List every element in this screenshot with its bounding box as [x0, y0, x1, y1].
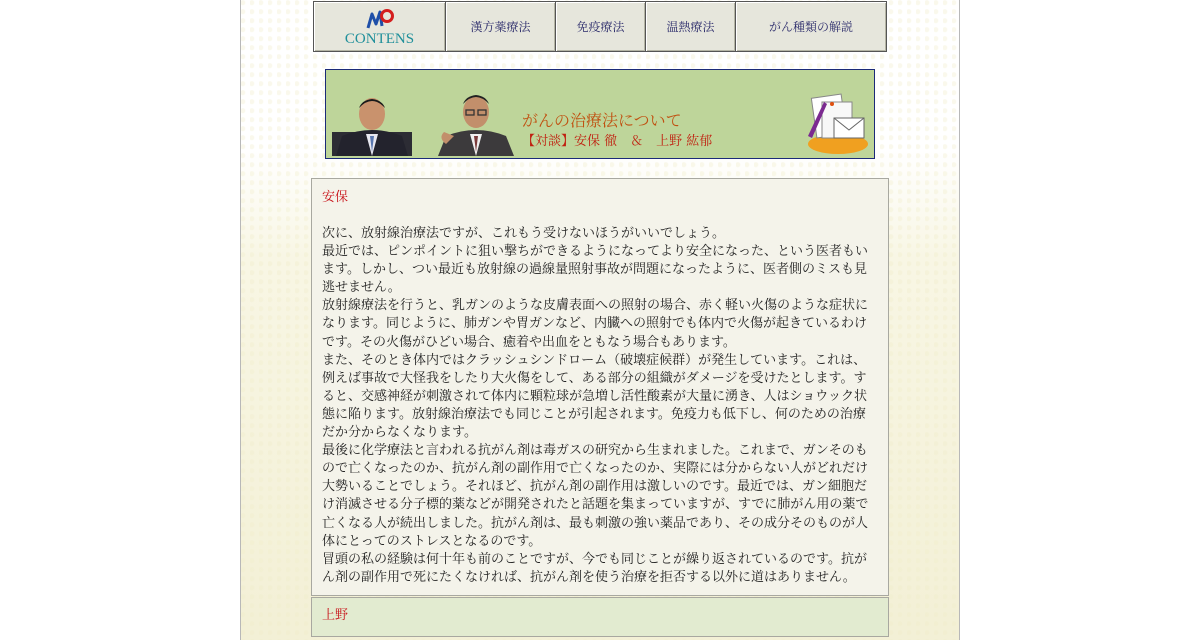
paragraph: 次に、放射線治療法ですが、これもう受けないほうがいいでしょう。: [322, 226, 726, 241]
paragraph: 冒頭の私の経験は何十年も前のことですが、今でも同じことが繰り返されているのです。抗がん剤の副作用で死にたくなければ、抗がん剤を使う治療を拒否する以外に道はありません。: [322, 551, 867, 585]
speaker2-photo: [434, 92, 516, 156]
banner-title: がんの治療法について: [522, 111, 682, 130]
dialogue-box-2: [311, 597, 889, 637]
top-navigation: [313, 1, 887, 52]
dialogue-box-1: [311, 178, 889, 596]
article-banner: [325, 69, 875, 159]
home-logo-link[interactable]: [314, 2, 446, 51]
banner-subtitle: 【対談】安保 徹 ＆ 上野 紘郁: [522, 134, 713, 149]
logo-text: CONTENS: [344, 30, 415, 47]
paragraph: 最後に化学療法と言われる抗がん剤は毒ガスの研究から生まれました。これまで、ガンそのもので亡くなったのか、抗がん剤の副作用で亡くなったのか、実際には分からない人がどれだけ大勢いることでしょう。それほど、抗がん剤の副作用は激しいのです。最近では、ガン細胞だけ消滅させる分子標的薬などが開発されたと話題を集まっていますが、すでに肺がん用の薬で亡くなる人が続出しました。抗がん剤は、最も刺激の強い薬品であり、その成分そのものが人体にとってのストレスとなるのです。: [322, 443, 869, 549]
speaker-name: 安保: [322, 190, 349, 205]
nav-kampo-link[interactable]: 漢方薬療法: [446, 2, 556, 51]
speaker1-photo: [332, 92, 412, 156]
page-column: [240, 0, 960, 640]
paragraph: また、そのとき体内ではクラッシュシンドローム（破壊症候群）が発生しています。これは、例えば事故で大怪我をしたり大火傷をして、ある部分の組織がダメージを受けたとします。すると、交感神経が刺激されて体内に顆粒球が急増し活性酸素が大量に湧き、人はショウック状態に陥ります。放射線治療法でも同じことが引起されます。免疫力も低下し、何のための治療だか分からなくなります。: [322, 352, 867, 441]
speaker-name: 上野: [322, 608, 349, 623]
nav-cancer-types-link[interactable]: がん種類の解説: [736, 2, 886, 51]
contens-logo-icon: [366, 8, 394, 30]
nav-hyperthermia-link[interactable]: 温熱療法: [646, 2, 736, 51]
nav-immunotherapy-link[interactable]: 免疫療法: [556, 2, 646, 51]
paragraph: 放射線療法を行うと、乳ガンのような皮膚表面への照射の場合、赤く軽い火傷のような症状になります。同じように、肺ガンや胃ガンなど、内臓への照射でも体内で火傷が起きているわけです。その火傷がひどい場合、癒着や出血をともなう場合もあります。: [322, 298, 869, 350]
paragraph: 最近では、ピンポイントに狙い撃ちができるようになってより安全になった、という医者もいます。しかし、つい最近も放射線の過線量照射事故が問題になったように、医者側のミスも見逃せません。: [322, 244, 869, 296]
mail-icon: [804, 92, 870, 156]
